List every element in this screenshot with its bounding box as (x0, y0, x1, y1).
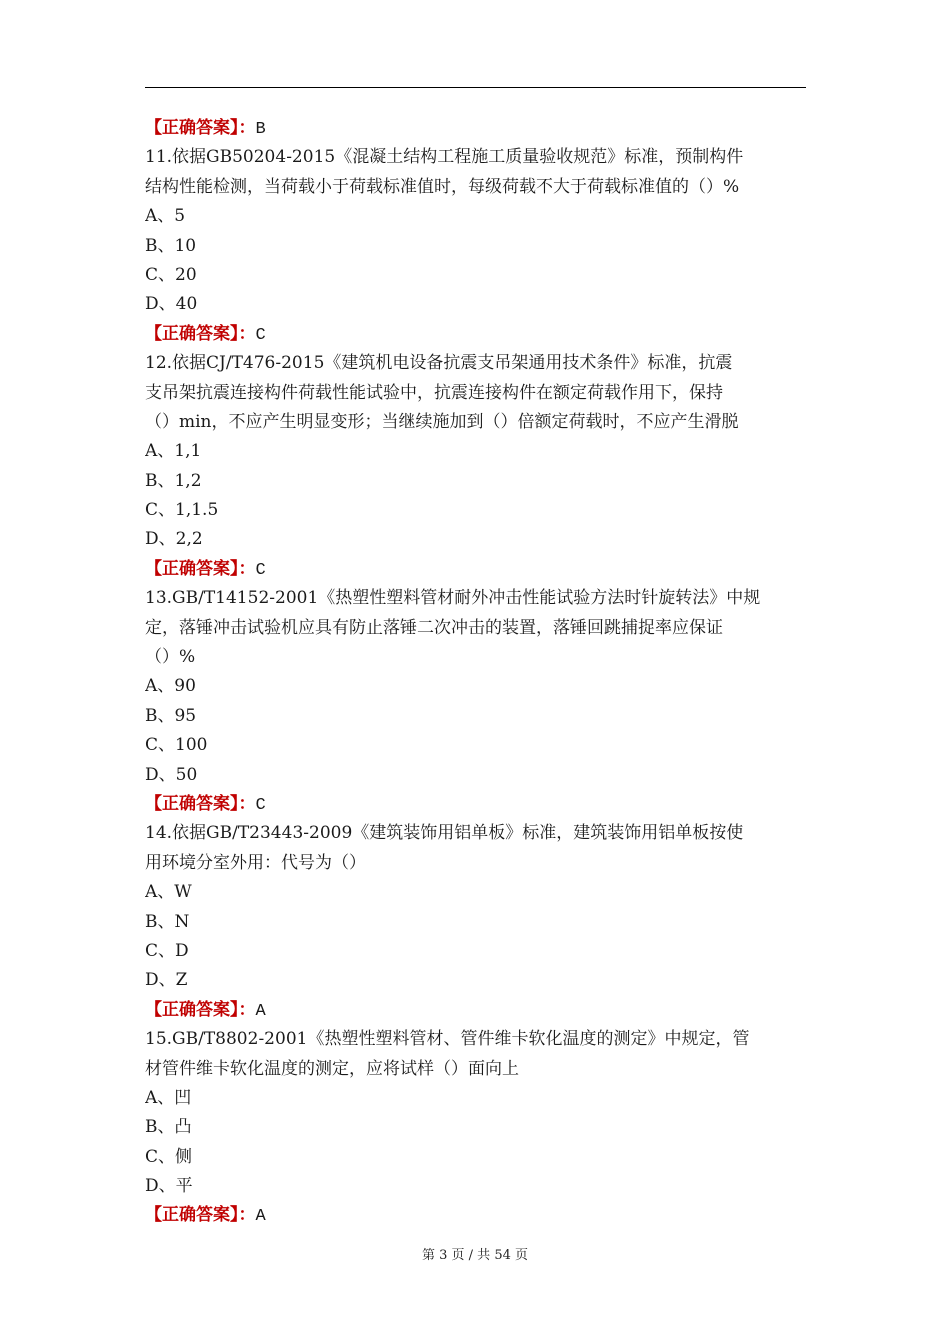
option-d: D、2,2 (145, 529, 203, 550)
option-c: C、侧 (145, 1146, 193, 1167)
question-text-line: 定，落锤冲击试验机应具有防止落锤二次冲击的装置，落锤回跳捕捉率应保证 (145, 617, 723, 638)
question-13 (145, 584, 806, 819)
answer-value: C (255, 560, 266, 580)
question-15 (145, 1025, 806, 1231)
answer-label: 【正确答案】： (145, 118, 256, 138)
option-c: C、100 (145, 735, 208, 756)
option-a: A、5 (145, 206, 186, 227)
option-b: B、10 (145, 235, 197, 256)
question-text-line: 结构性能检测，当荷载小于荷载标准值时，每级荷载不大于荷载标准值的（）% (145, 176, 740, 197)
option-b: B、凸 (145, 1117, 192, 1138)
question-text-line: 用环境分室外用：代号为（） (145, 852, 366, 873)
header-rule (145, 87, 806, 88)
answer-label: 【正确答案】： (145, 999, 256, 1020)
question-text-line: （）% (145, 647, 196, 668)
answer-label: 【正确答案】： (145, 1205, 256, 1226)
question-text-line: 15.GB/T8802-2001《热塑性塑料管材、管件维卡软化温度的测定》中规定，管 (145, 1029, 750, 1050)
option-c: C、D (145, 940, 189, 961)
option-c: C、20 (145, 264, 197, 285)
question-text-line: （）min，不应产生明显变形；当继续施加到（）倍额定荷载时，不应产生滑脱 (145, 411, 739, 432)
option-d: D、40 (145, 294, 198, 315)
option-b: B、N (145, 911, 190, 932)
answer-value: A (255, 1207, 266, 1227)
question-14 (145, 819, 806, 1025)
answer-line (145, 555, 806, 584)
answer-value: B (255, 120, 266, 139)
option-b: B、1,2 (145, 470, 202, 491)
question-12 (145, 349, 806, 584)
answer-line (145, 114, 806, 143)
answer-label: 【正确答案】： (145, 558, 256, 579)
option-d: D、平 (145, 1176, 193, 1197)
answer-value: A (255, 1001, 266, 1021)
answer-value: C (255, 795, 266, 815)
option-a: A、90 (145, 676, 196, 697)
question-text-line: 支吊架抗震连接构件荷载性能试验中，抗震连接构件在额定荷载作用下，保持 (145, 382, 723, 403)
page-footer: 第 3 页 / 共 54 页 (422, 1248, 528, 1263)
answer-line (145, 996, 806, 1025)
answer-value: C (255, 325, 266, 345)
option-a: A、W (145, 882, 192, 903)
answer-line (145, 790, 806, 819)
page-content (145, 114, 806, 1231)
option-a: A、1,1 (145, 441, 202, 462)
option-a: A、凹 (145, 1087, 192, 1108)
option-d: D、50 (145, 764, 198, 785)
answer-line (145, 320, 806, 349)
option-d: D、Z (145, 970, 188, 991)
question-text-line: 12.依据CJ/T476-2015《建筑机电设备抗震支吊架通用技术条件》标准，抗震 (145, 353, 733, 374)
option-c: C、1,1.5 (145, 500, 219, 521)
question-text-line: 11.依据GB50204-2015《混凝土结构工程施工质量验收规范》标准，预制构件 (145, 147, 744, 168)
option-b: B、95 (145, 705, 197, 726)
question-text-line: 13.GB/T14152-2001《热塑性塑料管材耐外冲击性能试验方法时针旋转法》中规 (145, 588, 761, 609)
answer-label: 【正确答案】： (145, 323, 256, 344)
question-11 (145, 143, 806, 349)
question-text-line: 14.依据GB/T23443-2009《建筑装饰用铝单板》标准，建筑装饰用铝单板按使 (145, 823, 744, 844)
answer-line (145, 1201, 806, 1230)
answer-label: 【正确答案】： (145, 793, 256, 814)
question-text-line: 材管件维卡软化温度的测定，应将试样（）面向上 (145, 1058, 519, 1079)
